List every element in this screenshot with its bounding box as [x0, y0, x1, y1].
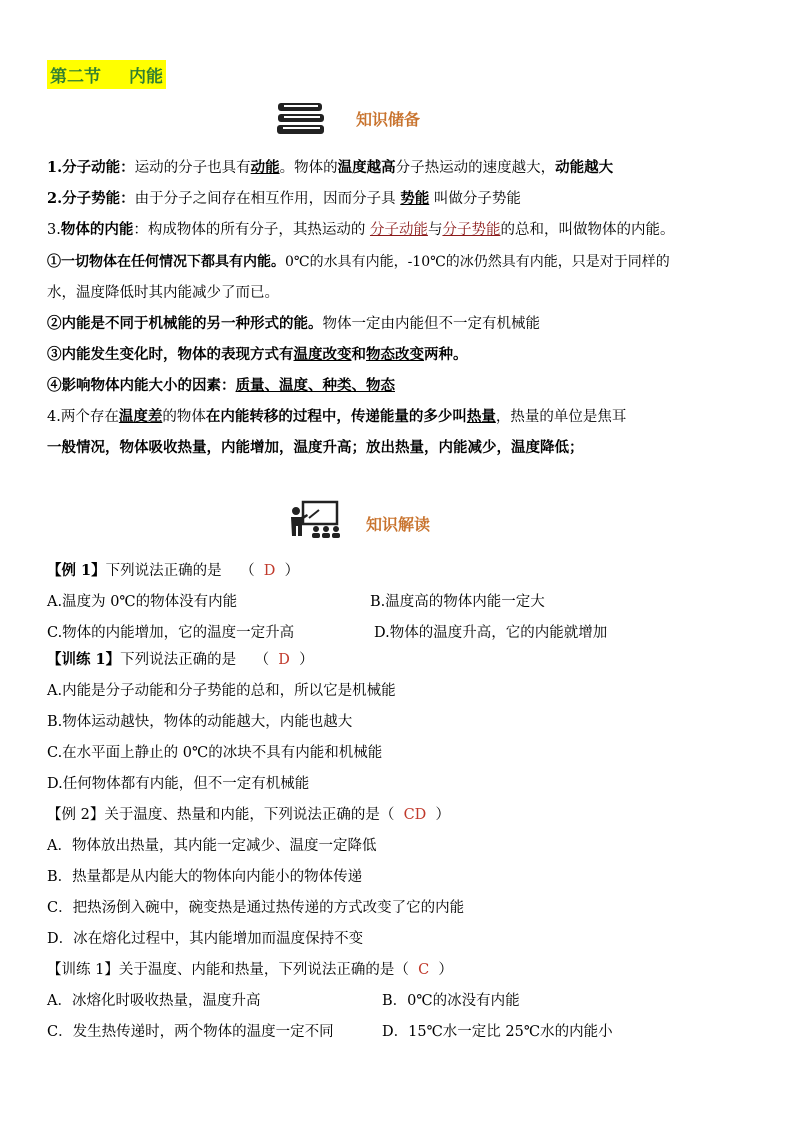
knowledge-line-5: 水，温度降低时其内能减少了而已。: [47, 285, 279, 301]
knowledge-line-3: 3.物体的内能：构成物体的所有分子，其热运动的 分子动能与分子势能的总和，叫做物体的内能。: [47, 221, 675, 238]
training-1-question: 【训练 1】下列说法正确的是 （ D ）: [47, 651, 314, 668]
knowledge-line-10: 一般情况，物体吸收热量，内能增加，温度升高；放出热量，内能减少，温度降低；: [47, 439, 584, 456]
example-2-option-a: A．物体放出热量，其内能一定减少、温度一定降低: [47, 838, 377, 854]
section-name: 内能: [129, 67, 163, 87]
knowledge-line-9: 4.两个存在温度差的物体在内能转移的过程中，传递能量的多少叫热量，热量的单位是焦耳: [47, 408, 627, 425]
books-icon: [276, 100, 326, 138]
training-1-option-c: C.在水平面上静止的 0℃的冰块不具有内能和机械能: [47, 745, 383, 761]
example-1-option-d: D.物体的温度升高，它的内能就增加: [374, 625, 608, 641]
example-1-answer: D: [263, 563, 276, 579]
knowledge-line-6: ②内能是不同于机械能的另一种形式的能。物体一定由内能但不一定有机械能: [47, 315, 540, 332]
example-2-option-d: D．冰在熔化过程中，其内能增加而温度保持不变: [47, 931, 364, 947]
teacher-presentation-icon: [289, 500, 341, 540]
section-heading-knowledge-reserve: 知识储备: [356, 110, 421, 129]
section-number: 第二节: [50, 67, 101, 87]
knowledge-line-4: ①一切物体在任何情况下都具有内能。0℃的水具有内能，-10℃的冰仍然具有内能，只是对于同样的: [47, 254, 670, 270]
training-2-option-d: D．15℃水一定比 25℃水的内能小: [382, 1024, 613, 1040]
training-2-answer: C: [418, 962, 430, 978]
example-1-option-a: A.温度为 0℃的物体没有内能: [47, 594, 238, 610]
example-1-question: 【例 1】下列说法正确的是 （ D ）: [47, 562, 300, 579]
training-2-option-c: C．发生热传递时，两个物体的温度一定不同: [47, 1024, 334, 1040]
example-2-answer: CD: [403, 807, 427, 823]
training-1-answer: D: [278, 652, 290, 668]
example-2-question: 【例 2】关于温度、热量和内能，下列说法正确的是（ CD ）: [47, 807, 451, 823]
training-1-option-d: D.任何物体都有内能，但不一定有机械能: [47, 776, 310, 792]
training-2-question: 【训练 1】关于温度、内能和热量，下列说法正确的是（ C ）: [47, 962, 453, 978]
knowledge-line-2: 2.分子势能：由于分子之间存在相互作用，因而分子具 势能 叫做分子势能: [47, 190, 521, 207]
section-heading-knowledge-interpretation: 知识解读: [366, 515, 431, 534]
example-1-option-c: C.物体的内能增加，它的温度一定升高: [47, 625, 295, 641]
example-1-option-b: B.温度高的物体内能一定大: [370, 594, 545, 610]
knowledge-line-8: ④影响物体内能大小的因素：质量、温度、种类、物态: [47, 377, 395, 394]
training-1-option-a: A.内能是分子动能和分子势能的总和，所以它是机械能: [47, 683, 396, 699]
training-1-option-b: B.物体运动越快，物体的动能越大，内能也越大: [47, 714, 353, 730]
training-2-option-b: B．0℃的冰没有内能: [382, 993, 520, 1009]
example-2-option-c: C．把热汤倒入碗中，碗变热是通过热传递的方式改变了它的内能: [47, 900, 465, 916]
knowledge-line-1: 1.分子动能：运动的分子也具有动能。物体的温度越高分子热运动的速度越大，动能越大: [47, 159, 614, 176]
knowledge-line-7: ③内能发生变化时，物体的表现方式有温度改变和物态改变两种。: [47, 346, 468, 363]
training-2-option-a: A．冰熔化时吸收热量，温度升高: [47, 993, 261, 1009]
example-2-option-b: B．热量都是从内能大的物体向内能小的物体传递: [47, 869, 363, 885]
page-title: [47, 60, 166, 89]
